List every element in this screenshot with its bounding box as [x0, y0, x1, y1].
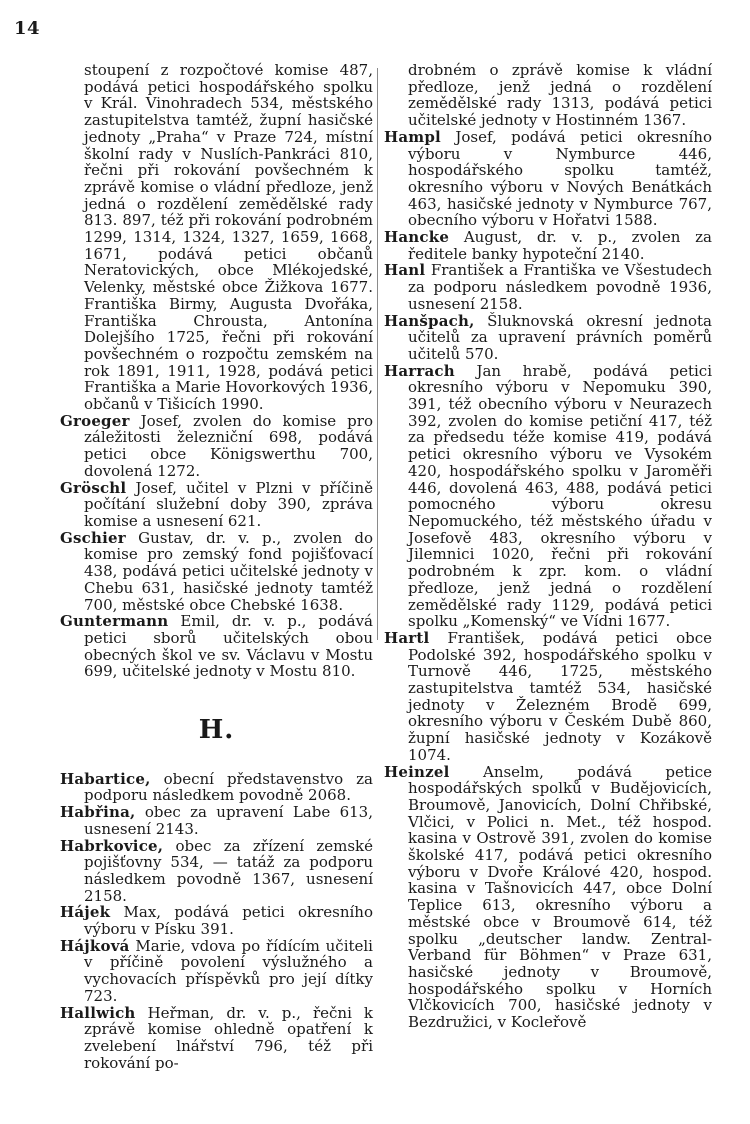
- entry-head: Harrach: [384, 361, 455, 380]
- entry-head: Groeger: [60, 411, 130, 430]
- entry-head: Habrkovice,: [60, 836, 164, 855]
- entry-head: Habartice,: [60, 769, 151, 788]
- entry-head: Hájek: [60, 903, 111, 922]
- index-entry-heinzel: [384, 764, 712, 1031]
- entry-text: obecní představenstvo za podporu následkem povodně 2068.: [84, 769, 373, 805]
- entry-text: August, dr. v. p., zvolen za ředitele banky hypoteční 2140.: [408, 228, 712, 263]
- entry-head: Hampl: [384, 127, 441, 146]
- entry-head: Guntermann: [60, 612, 169, 631]
- entry-text: Josef, podává petici okresního výboru v Nymburce 446, hospodářského spolku tamtéž, okresního výboru v Nových Benátkách 463, hasičské jednoty v Nymburce 767, obecního výboru v Hořatvi 1588.: [408, 127, 712, 230]
- entry-head: Heinzel: [384, 762, 450, 781]
- index-entry-hampl: [384, 129, 712, 229]
- entry-text: František a Františka ve Všestudech za podporu následkem povodně 1936, usnesení 2158.: [408, 261, 712, 313]
- entry-head: Hájková: [60, 936, 130, 955]
- entry-text: Max, podává petici okresního výboru v Písku 391.: [84, 903, 373, 939]
- entry-text: Heřman, dr. v. p., řečni k zprávě komise ohledně opatření k zvelebení lnářství 796, též při rokování po-: [84, 1003, 373, 1072]
- index-entry-hartl: [384, 630, 712, 764]
- entry-head: Hancke: [384, 228, 450, 247]
- right-column: [384, 62, 712, 1031]
- entry-head: Hartl: [384, 628, 430, 647]
- entry-text: Josef, zvolen do komise pro záležitosti železniční 698, podává petici obce Königswerthu 700, dovolená 1272.: [84, 411, 373, 480]
- index-entry-hanspach: [384, 313, 712, 363]
- entry-text: Josef, učitel v Plzni v příčině počítání služební doby 390, zpráva komise a usnesení 621.: [84, 478, 373, 530]
- entry-text: Emil, dr. v. p., podává petici sborů učitelských obou obecných škol ve sv. Václavu v Mostu 699, učitelské jednoty v Mostu 810.: [84, 612, 373, 681]
- entry-text: Šluknovská okresní jednota učitelů za upravení právních poměrů učitelů 570.: [408, 311, 712, 363]
- left-continuation-text: stoupení z rozpočtové komise 487, podává petici hospodářského spolku v Král. Vinohradech 534, městského zastupitelstva tamtéž, župní hasičské jednoty „Praha“ v Praze 724, místní školní rady v Nuslích-Pankráci 810, řečni při rokování povšechném k zprávě komise o vládní předloze, jenž jedná o rozdělení zemědělské rady 813. 897, též při rokování podrobném 1299, 1314, 1324, 1327, 1659, 1668, 1671, podává petici občanů Neratovických, obce Mlékojedské, Velenky, městské obce Žižkova 1677. Františka Birmy, Augusta Dvořáka, Františka Chrousta, Antonína Dolejšího 1725, řečni při rokování povšechném o rozpočtu zemském na rok 1891, 1911, 1928, podává petici Františka a Marie Hovorkových 1936, občanů v Tišicích 1990.: [84, 61, 373, 414]
- entry-head: Gröschl: [60, 478, 127, 497]
- entry-head: Gschier: [60, 528, 126, 547]
- index-entry-habrkovice: [60, 838, 373, 905]
- index-entry-gschier: [60, 530, 373, 614]
- index-entry-habartice: [60, 771, 373, 804]
- column-divider: [377, 68, 378, 640]
- entry-head: Hanl: [384, 261, 426, 280]
- right-continuation-text: drobném o zprávě komise k vládní předloze, jenž jedná o rozdělení zemědělské rady 1313, podává petici učitelské jednoty v Hostinném 1367.: [408, 61, 712, 130]
- page-number: 14: [14, 18, 41, 39]
- index-entry-hanl: [384, 262, 712, 312]
- entry-text: František, podává petici obce Podolské 392, hospodářského spolku v Turnově 446, 1725, městského zastupitelstva tamtéž 534, hasičské jednoty v Železném Brodě 699, okresního výboru v Českém Dubě 860, župní hasičské jednoty v Kozákově 1074.: [408, 628, 712, 764]
- entry-text: Anselm, podává petice hospodářských spolků v Budějovicích, Broumově, Janovicích, Dolní Chřibské, Vlčici, v Polici n. Met., též hospod. kasina v Ostrově 391, zvolen do komise školské 417, podává petici okresního výboru v Dvoře Králové 420, hospod. kasina v Tašnovicích 447, obce Dolní Teplice 613, okresního výboru a městské obce v Broumově 614, též spolku „deutscher landw. Zentral-Verband für Böhmen“ v Praze 631, hasičské jednoty v Broumově, hospodářského spolku v Horních Vlčkovicích 700, hasičské jednoty v Bezdružici, v Kocleřově: [408, 762, 712, 1032]
- index-entry-habrina: [60, 804, 373, 837]
- index-entry-hajek: [60, 904, 373, 937]
- left-column: [60, 62, 373, 1071]
- index-entry-hallwich: [60, 1005, 373, 1072]
- entry-text: obec za upravení Labe 613, usnesení 2143.: [84, 803, 373, 838]
- index-entry-hancke: [384, 229, 712, 262]
- entry-text: Jan hrabě, podává petici okresního výboru v Nepomuku 390, 391, též obecního výboru v Neurazech 392, zvolen do komise petiční 417, též za předsedu téže komise 419, podává petici okresního výboru ve Vysokém 420, hospodářského spolku v Jaroměři 446, dovolená 463, 488, podává petici pomocného výboru okresu Nepomuckého, též městského úřadu v Josefově 483, okresního výboru v Jilemnici 1020, řečni při rokování podrobném k zpr. kom. o vládní předloze, jenž jedná o rozdělení zemědělské rady 1129, podává petici spolku „Komenský“ ve Vídni 1677.: [408, 361, 712, 631]
- index-entry-guntermann: [60, 613, 373, 680]
- entry-text: Marie, vdova po řídícím učiteli v příčině povolení výslužného a vychovacích příspěvků pro její dítky 723.: [84, 936, 373, 1005]
- entry-head: Hallwich: [60, 1003, 136, 1022]
- index-entry-harrach: [384, 363, 712, 630]
- index-entry-groschl: [60, 480, 373, 530]
- index-entry-groeger: [60, 413, 373, 480]
- entry-text: obec za zřízení zemské pojišťovny 534, — tatáž za podporu následkem povodně 1367, usnesení 2158.: [84, 836, 373, 905]
- entry-head: Hanšpach,: [384, 311, 475, 330]
- entry-head: Habřina,: [60, 803, 136, 822]
- section-letter-heading: H.: [198, 715, 235, 746]
- index-entry-hajkova: [60, 938, 373, 1005]
- entry-text: Gustav, dr. v. p., zvolen do komise pro zemský fond pojišťovací 438, podává petici učitelské jednoty v Chebu 631, hasičské jednoty tamtéž 700, městské obce Chebské 1638.: [84, 528, 373, 614]
